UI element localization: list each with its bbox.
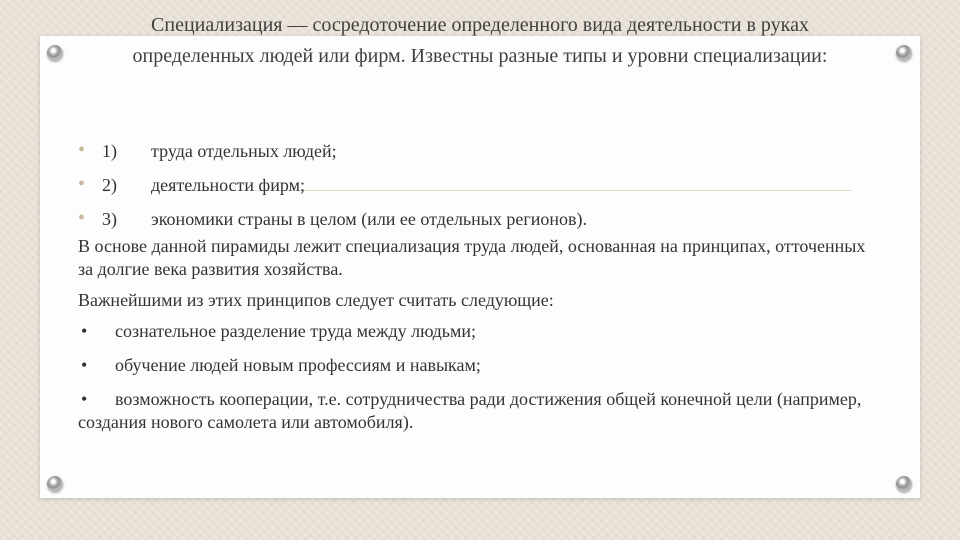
pushpin-icon — [47, 45, 63, 61]
list-item — [78, 136, 868, 170]
bullet-icon: • — [78, 173, 86, 195]
list-text: возможность кооперации, т.е. сотрудничества ради достижения общей конечной цели (например, создания нового самолета или автомобиля). — [78, 389, 862, 432]
list-text: экономики страны в целом (или ее отдельных регионов). — [151, 209, 587, 229]
bullet-icon: • — [81, 321, 88, 341]
body-paragraph: Важнейшими из этих принципов следует считать следующие: — [78, 290, 554, 310]
pushpin-icon — [896, 45, 912, 61]
list-number: 2) — [102, 175, 117, 195]
list-text: сознательное разделение труда между людьми; — [115, 321, 477, 341]
bullet-icon: • — [78, 139, 86, 161]
list-text: труда отдельных людей; — [151, 141, 337, 161]
list-item — [78, 204, 868, 234]
bullet-icon: • — [78, 207, 86, 229]
slide-content — [78, 136, 868, 434]
list-number: 1) — [102, 141, 117, 161]
list-item — [78, 320, 868, 343]
list-text: обучение людей новым профессиям и навыкам; — [115, 355, 481, 375]
bullet-icon: • — [81, 389, 88, 409]
list-item — [78, 388, 868, 434]
slide-title: Специализация — сосредоточение определенного вида деятельности в руках определенных людей или фирм. Известны разные типы и уровни специализации: — [132, 14, 828, 67]
bullet-icon: • — [81, 355, 88, 375]
pushpin-icon — [896, 476, 912, 492]
list-text: деятельности фирм; — [151, 175, 305, 195]
list-item — [78, 354, 868, 377]
list-number: 3) — [102, 209, 117, 229]
list-item — [78, 170, 868, 204]
pushpin-icon — [47, 476, 63, 492]
body-paragraph: В основе данной пирамиды лежит специализация труда людей, основанная на принципах, отточенных за долгие века развития хозяйства. — [78, 236, 866, 279]
